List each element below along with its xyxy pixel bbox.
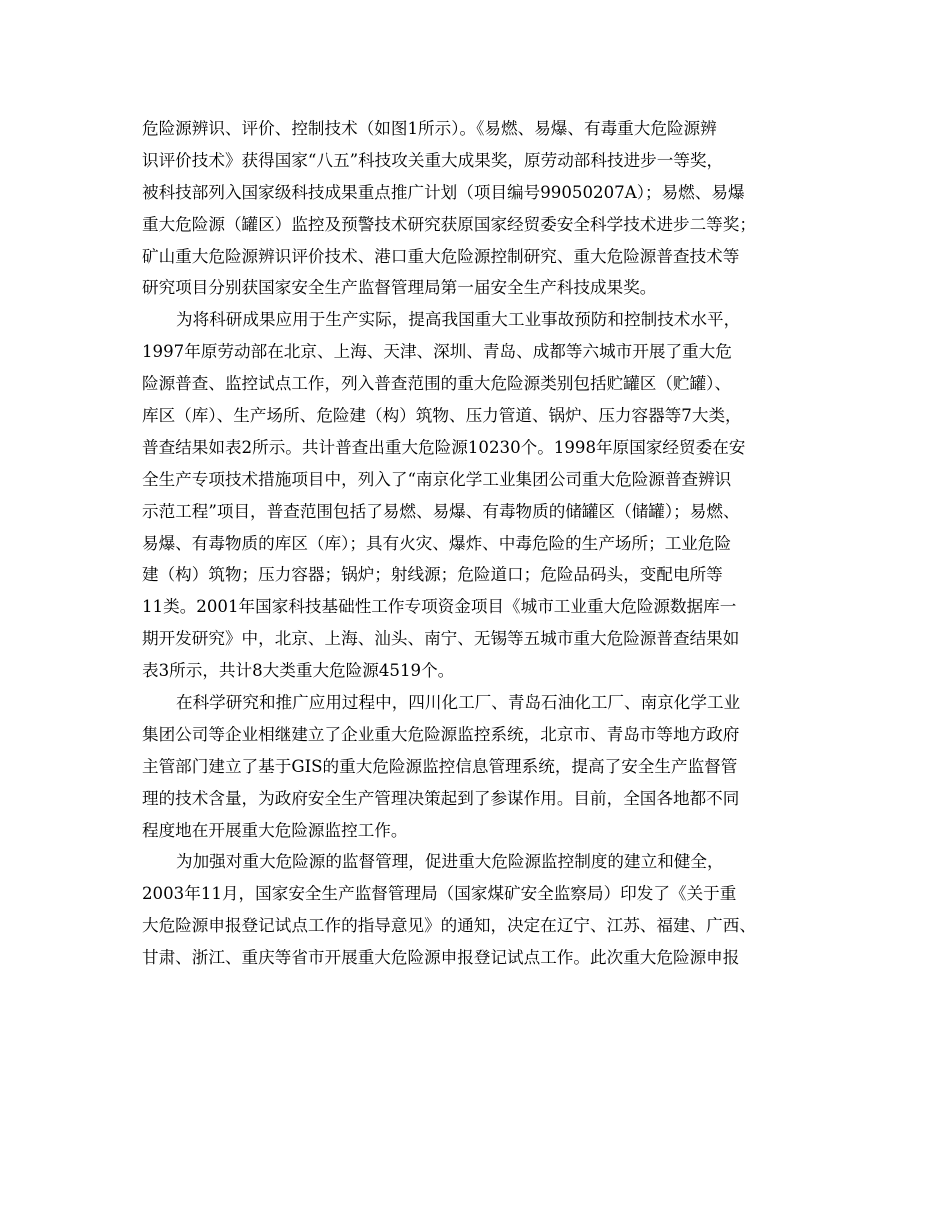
paragraph-1 (142, 113, 808, 304)
text-line: 重大危险源（罐区）监控及预警技术研究获原国家经贸委安全科学技术进步二等奖； (142, 214, 756, 234)
text-line: 理的技术含量，为政府安全生产管理决策起到了参谋作用。目前，全国各地都不同 (142, 788, 740, 808)
text-line: 示范工程”项目，普查范围包括了易燃、易爆、有毒物质的储罐区（储罐）；易燃、 (142, 501, 740, 521)
text-line: 2003年11月，国家安全生产监督管理局（国家煤矿安全监察局）印发了《关于重 (142, 884, 737, 904)
text-line: 研究项目分别获国家安全生产监督管理局第一届安全生产科技成果奖。 (142, 278, 657, 298)
text-line: 甘肃、浙江、重庆等省市开展重大危险源申报登记试点工作。此次重大危险源申报 (142, 948, 740, 968)
text-line: 为加强对重大危险源的监督管理，促进重大危险源监控制度的建立和健全， (176, 852, 724, 872)
text-line: 全生产专项技术措施项目中，列入了“南京化学工业集团公司重大危险源普查辨识 (142, 469, 732, 489)
text-line: 危险源辨识、评价、控制技术（如图1所示）。《易燃、易爆、有毒重大危险源辨 (142, 119, 717, 138)
document-body (142, 113, 808, 974)
text-line: 库区（库）、生产场所、危险建（构）筑物、压力管道、锅炉、压力容器等7大类， (142, 406, 742, 426)
text-line: 在科学研究和推广应用过程中，四川化工厂、青岛石油化工厂、南京化学工业 (176, 693, 741, 713)
text-line: 期开发研究》中，北京、上海、汕头、南宁、无锡等五城市重大危险源普查结果如 (142, 629, 740, 649)
paragraph-2 (142, 304, 808, 687)
text-line: 为将科研成果应用于生产实际，提高我国重大工业事故预防和控制技术水平， (176, 310, 741, 330)
text-line: 险源普查、监控试点工作，列入普查范围的重大危险源类别包括贮罐区（贮罐）、 (142, 374, 732, 394)
text-line: 主管部门建立了基于GIS的重大危险源监控信息管理系统，提高了安全生产监督管 (142, 756, 738, 776)
text-line: 1997年原劳动部在北京、上海、天津、深圳、青岛、成都等六城市开展了重大危 (142, 342, 732, 362)
text-line: 大危险源申报登记试点工作的指导意见》的通知，决定在辽宁、江苏、福建、广西、 (142, 916, 756, 936)
text-line: 普查结果如表2所示。共计普查出重大危险源10230个。1998年原国家经贸委在安 (142, 437, 746, 457)
text-line: 识评价技术》获得国家“八五”科技攻关重大成果奖，原劳动部科技进步一等奖， (142, 150, 724, 170)
paragraph-4 (142, 846, 808, 974)
text-line: 11类。2001年国家科技基础性工作专项资金项目《城市工业重大危险源数据库一 (142, 597, 737, 617)
text-line: 建（构）筑物；压力容器；锅炉；射线源；危险道口；危险品码头，变配电所等 (142, 565, 723, 585)
paragraph-3 (142, 687, 808, 846)
text-line: 易爆、有毒物质的库区（库）；具有火灾、爆炸、中毒危险的生产场所；工业危险 (142, 533, 732, 553)
text-line: 程度地在开展重大危险源监控工作。 (142, 820, 408, 840)
text-line: 表3所示，共计8大类重大危险源4519个。 (142, 661, 455, 681)
text-line: 矿山重大危险源辨识评价技术、港口重大危险源控制研究、重大危险源普查技术等 (142, 246, 740, 266)
text-line: 集团公司等企业相继建立了企业重大危险源监控系统，北京市、青岛市等地方政府 (142, 724, 740, 744)
text-line: 被科技部列入国家级科技成果重点推广计划（项目编号99050207A）；易燃、易爆 (142, 182, 745, 202)
